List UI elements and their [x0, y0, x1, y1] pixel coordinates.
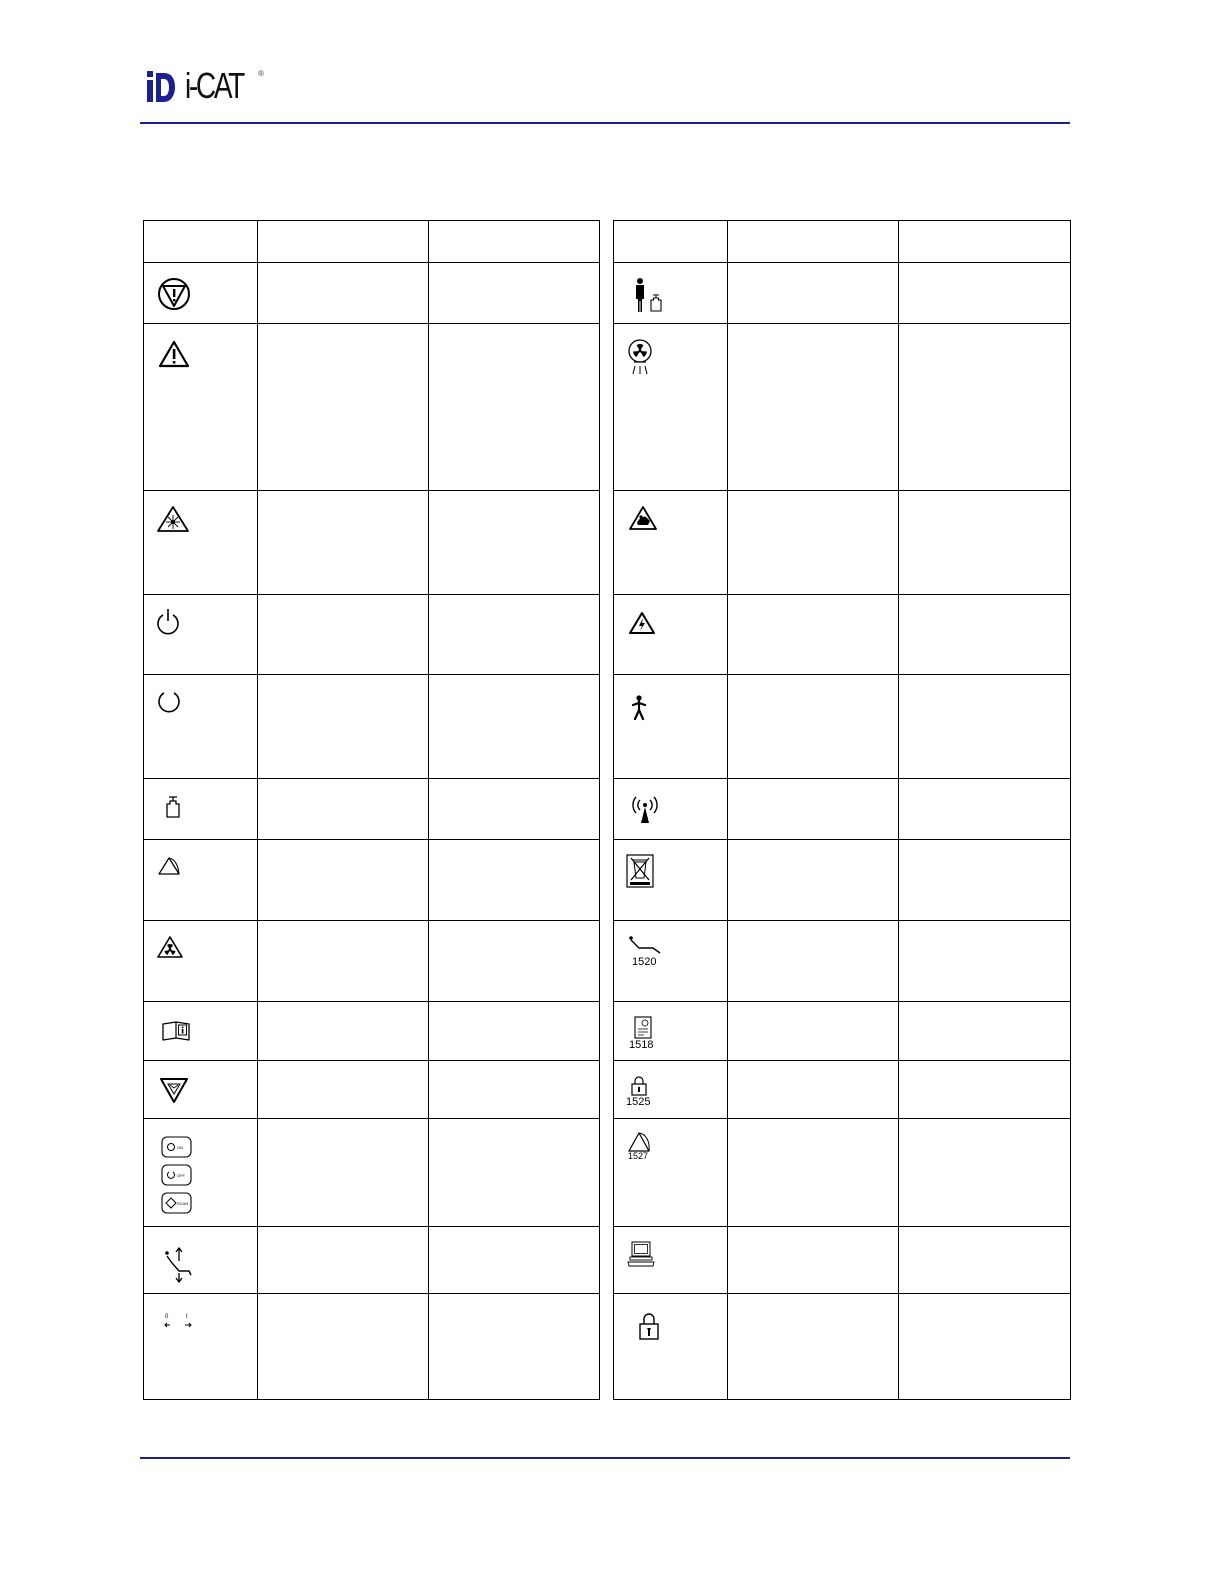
description-cell [258, 1227, 429, 1294]
symbol-cell [614, 491, 728, 595]
off-button-label: OFF [177, 1173, 185, 1178]
table-row [144, 921, 600, 1002]
table-row [144, 1227, 600, 1294]
header-cell-symbol [614, 221, 728, 263]
description-cell [728, 675, 899, 779]
translation-cell [899, 840, 1071, 921]
symbols-table-right [613, 220, 1071, 1400]
table-row [144, 779, 600, 840]
table-row [144, 1002, 600, 1061]
translation-cell [899, 1294, 1071, 1400]
symbol-cell [614, 675, 728, 779]
on-off-scan-buttons-icon [161, 1135, 193, 1219]
description-cell [258, 263, 429, 324]
description-cell [258, 921, 429, 1002]
translation-cell [429, 1061, 600, 1119]
tip-over-hazard-icon [157, 856, 181, 876]
table-row [614, 263, 1071, 324]
symbol-cell [614, 779, 728, 840]
symbol-cell [614, 595, 728, 675]
symbol-cell [144, 491, 258, 595]
table-row [144, 595, 600, 675]
footer-rule [140, 1457, 1070, 1459]
symbol-cell [144, 675, 258, 779]
translation-cell [899, 1061, 1071, 1119]
symbol-cell [144, 324, 258, 491]
symbol-cell [614, 1061, 728, 1119]
label-code: 1520 [632, 956, 657, 968]
lock-label-icon [630, 1075, 648, 1097]
symbol-cell [144, 1119, 258, 1227]
table-row [614, 324, 1071, 491]
label-code: 1518 [629, 1039, 654, 1051]
label-code: 1527 [628, 1151, 649, 1161]
ready-indicator-icon [159, 1075, 189, 1105]
registered-mark: ® [258, 69, 264, 78]
translation-cell [429, 1119, 600, 1227]
table-row [144, 675, 600, 779]
table-row [614, 595, 1071, 675]
company-logo [146, 65, 264, 106]
chair-label-icon [627, 935, 663, 957]
description-cell [258, 675, 429, 779]
description-cell [258, 595, 429, 675]
symbol-cell [144, 779, 258, 840]
chair-up-down-icon [161, 1245, 193, 1283]
description-cell [258, 779, 429, 840]
table-header-row [614, 221, 1071, 263]
type-b-applied-part-icon [630, 695, 648, 721]
symbol-cell [144, 1061, 258, 1119]
header-cell-translation [899, 221, 1071, 263]
radiation-warning-icon [156, 935, 184, 959]
symbol-cell [614, 840, 728, 921]
warning-icon [158, 340, 190, 368]
translation-cell [429, 675, 600, 779]
header-cell-symbol [144, 221, 258, 263]
table-row [144, 324, 600, 491]
pinch-hazard-icon [628, 505, 658, 531]
translation-cell [429, 1002, 600, 1061]
translation-cell [429, 491, 600, 595]
weee-disposal-icon [626, 854, 654, 888]
translation-cell [899, 263, 1071, 324]
table-row [614, 675, 1071, 779]
table-row [614, 1061, 1071, 1119]
translation-cell [899, 595, 1071, 675]
read-manual-icon [161, 1020, 191, 1042]
symbol-cell [614, 1227, 728, 1294]
table-row [614, 1119, 1071, 1227]
computer-icon [626, 1241, 656, 1267]
symbol-cell [614, 1294, 728, 1400]
label-code: 1525 [626, 1096, 651, 1108]
table-row [144, 491, 600, 595]
high-voltage-icon [628, 611, 656, 635]
translation-cell [429, 1294, 600, 1400]
symbol-cell [614, 921, 728, 1002]
description-cell [728, 779, 899, 840]
translation-cell [899, 1227, 1071, 1294]
table-row [614, 921, 1071, 1002]
translation-cell [429, 1227, 600, 1294]
symbol-cell [614, 1119, 728, 1227]
description-cell [258, 1061, 429, 1119]
symbol-cell [144, 1002, 258, 1061]
table-row [144, 1294, 600, 1400]
description-cell [258, 324, 429, 491]
description-cell [728, 1061, 899, 1119]
table-row [144, 1061, 600, 1119]
translation-cell [899, 779, 1071, 840]
symbol-cell [144, 263, 258, 324]
table-row [144, 840, 600, 921]
description-cell [258, 1294, 429, 1400]
in-out-arrows-icon [163, 1312, 197, 1330]
translation-cell [899, 491, 1071, 595]
translation-cell [429, 840, 600, 921]
on-button-label: ON [177, 1145, 183, 1150]
symbol-cell [614, 324, 728, 491]
table-row [614, 491, 1071, 595]
weight-icon [164, 795, 182, 819]
symbol-cell [144, 1294, 258, 1400]
table-header-row [144, 221, 600, 263]
translation-cell [429, 324, 600, 491]
translation-cell [899, 675, 1071, 779]
translation-cell [899, 921, 1071, 1002]
description-cell [728, 263, 899, 324]
table-row [144, 263, 600, 324]
symbol-cell [614, 263, 728, 324]
translation-cell [429, 595, 600, 675]
power-standby-icon [156, 689, 182, 715]
header-rule [140, 122, 1070, 124]
description-cell [728, 1294, 899, 1400]
header-cell-description [728, 221, 899, 263]
description-cell [728, 1002, 899, 1061]
description-cell [728, 1119, 899, 1227]
description-cell [728, 595, 899, 675]
table-row [614, 1294, 1071, 1400]
symbols-table-left [143, 220, 600, 1400]
table-row [614, 840, 1071, 921]
table-row [144, 1119, 600, 1227]
imaging-sciences-logo-icon [146, 69, 176, 103]
table-row [614, 1227, 1071, 1294]
translation-cell [429, 921, 600, 1002]
laser-warning-icon [156, 505, 190, 533]
logo-wordmark: i-CAT [185, 65, 243, 106]
person-weight-limit-icon [631, 277, 665, 315]
device-label-icon [634, 1016, 652, 1040]
one-label: I [186, 1314, 188, 1320]
translation-cell [429, 779, 600, 840]
description-cell [728, 921, 899, 1002]
description-cell [258, 1119, 429, 1227]
symbol-cell [144, 1227, 258, 1294]
symbol-cell [144, 595, 258, 675]
emergency-stop-icon [157, 277, 191, 311]
description-cell [258, 1002, 429, 1061]
symbol-cell [614, 1002, 728, 1061]
table-row [614, 1002, 1071, 1061]
table-row [614, 779, 1071, 840]
translation-cell [899, 324, 1071, 491]
padlock-icon [638, 1311, 660, 1341]
symbol-cell [144, 840, 258, 921]
header-cell-description [258, 221, 429, 263]
translation-cell [429, 263, 600, 324]
description-cell [728, 491, 899, 595]
zero-label: 0 [165, 1314, 169, 1320]
x-ray-source-icon [626, 338, 654, 378]
description-cell [258, 840, 429, 921]
translation-cell [899, 1119, 1071, 1227]
description-cell [728, 324, 899, 491]
scan-button-label: SCAN [177, 1201, 189, 1206]
symbol-cell [144, 921, 258, 1002]
description-cell [728, 1227, 899, 1294]
description-cell [258, 491, 429, 595]
header-cell-translation [429, 221, 600, 263]
translation-cell [899, 1002, 1071, 1061]
tip-label-icon [627, 1131, 653, 1153]
non-ionizing-radiation-icon [630, 795, 660, 825]
power-on-icon [155, 607, 181, 635]
description-cell [728, 840, 899, 921]
